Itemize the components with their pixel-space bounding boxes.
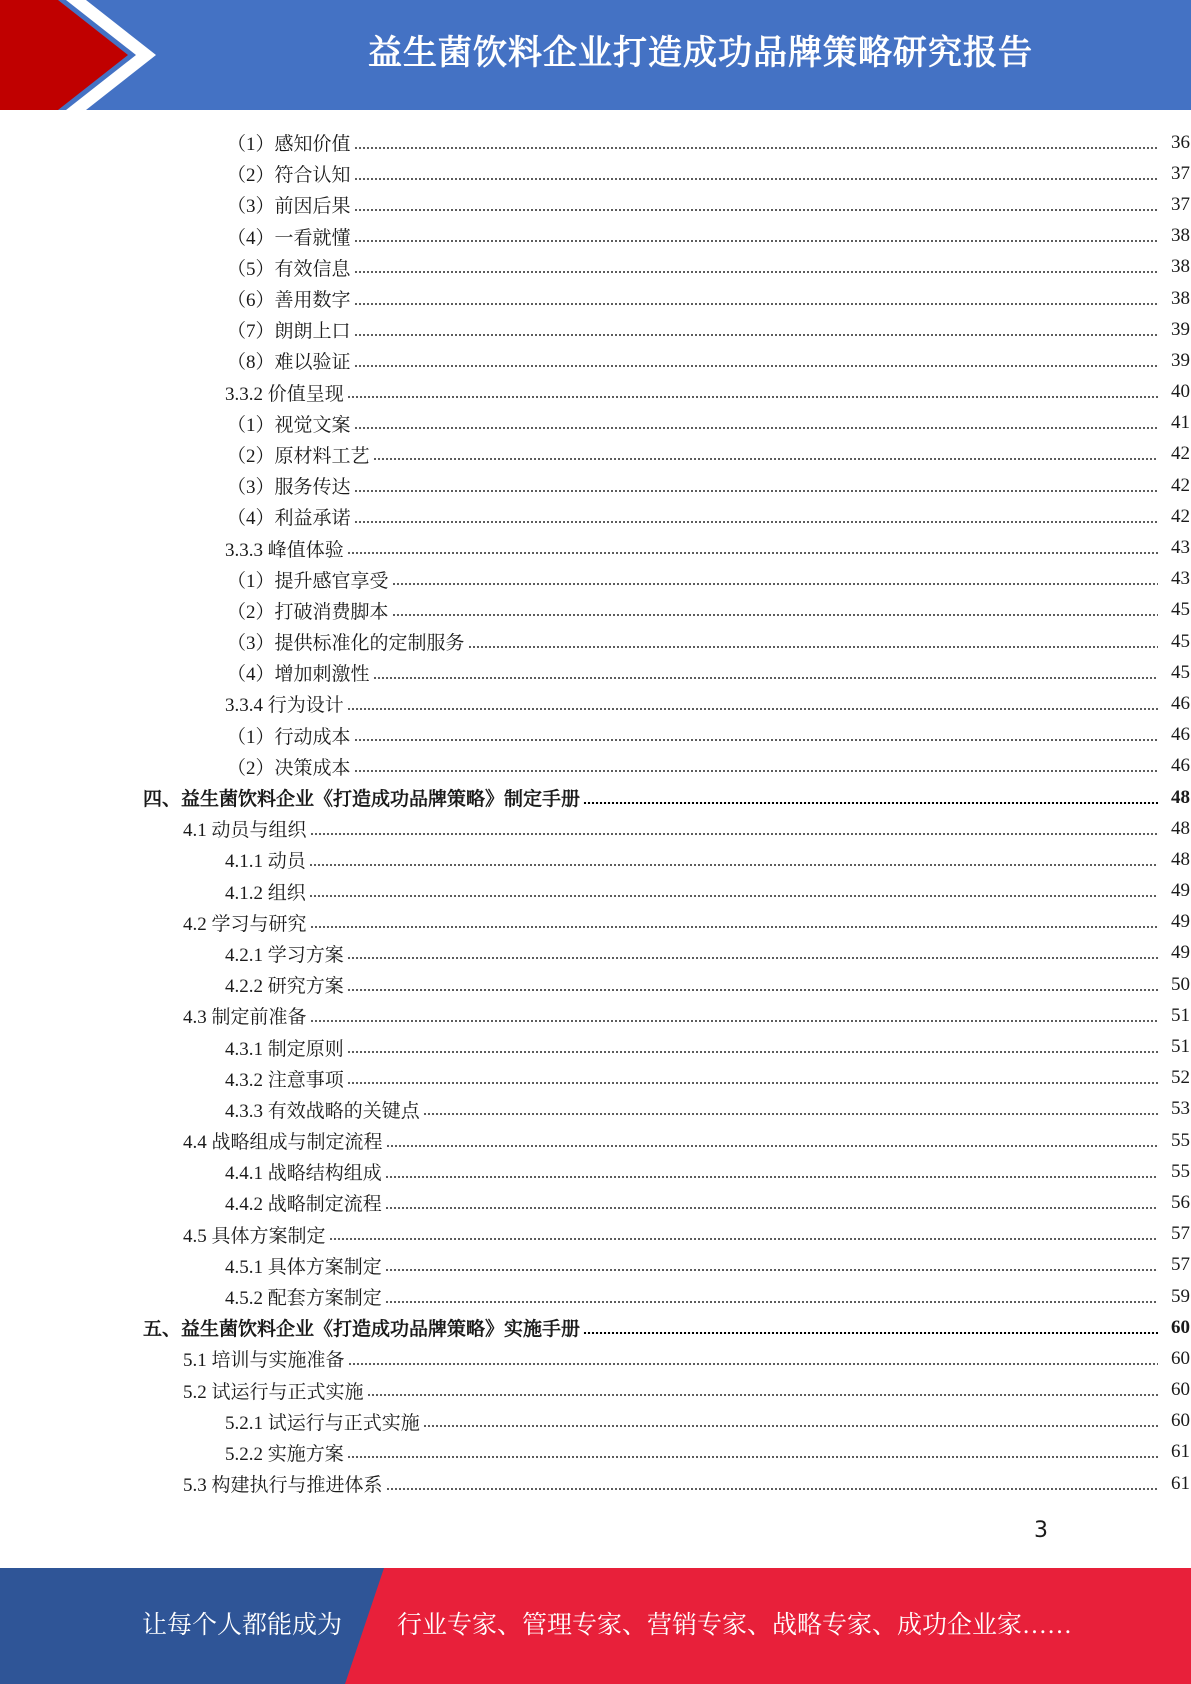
toc-entry-label: （2）打破消费脚本: [227, 601, 389, 623]
toc-entry-item[interactable]: [0, 283, 1190, 314]
toc-entry-label: 4.2 学习与研究: [183, 913, 307, 935]
toc-entry-sub[interactable]: [0, 938, 1190, 969]
toc-entry-item[interactable]: [0, 595, 1190, 626]
toc-entry-item[interactable]: [0, 501, 1190, 532]
toc-dot-leader: [310, 926, 1158, 928]
toc-entry-label: 3.3.3 峰值体验: [225, 539, 344, 561]
toc-entry-label: （7）朗朗上口: [227, 321, 351, 343]
toc-dot-leader: [354, 334, 1158, 336]
toc-entry-label: 4.4.2 战略制定流程: [225, 1194, 382, 1216]
toc-entry-label: 3.3.2 价值呈现: [225, 383, 344, 405]
toc-dot-leader: [347, 552, 1158, 554]
toc-entry-item[interactable]: [0, 221, 1190, 252]
toc-entry-page: 55: [1171, 1160, 1190, 1182]
toc-entry-label: 四、益生菌饮料企业《打造成功品牌策略》制定手册: [143, 789, 581, 811]
toc-dot-leader: [347, 396, 1158, 398]
toc-entry-section[interactable]: [0, 1375, 1190, 1406]
toc-entry-page: 38: [1171, 256, 1190, 278]
toc-entry-sub[interactable]: [0, 1156, 1190, 1187]
toc-entry-label: （3）服务传达: [227, 477, 351, 499]
toc-entry-label: 5.2.1 试运行与正式实施: [225, 1412, 420, 1434]
toc-entry-sub[interactable]: [0, 532, 1190, 563]
toc-dot-leader: [354, 739, 1158, 741]
toc-entry-page: 60: [1171, 1316, 1190, 1338]
toc-entry-item[interactable]: [0, 345, 1190, 376]
toc-entry-sub[interactable]: [0, 969, 1190, 1000]
toc-entry-section[interactable]: [0, 1343, 1190, 1374]
toc-entry-item[interactable]: [0, 439, 1190, 470]
toc-entry-page: 46: [1171, 755, 1190, 777]
toc-entry-section[interactable]: [0, 813, 1190, 844]
toc-dot-leader: [347, 957, 1158, 959]
toc-entry-label: （4）增加刺激性: [227, 664, 370, 686]
toc-dot-leader: [354, 240, 1158, 242]
toc-entry-label: 4.5.2 配套方案制定: [225, 1288, 382, 1310]
page-header: [0, 0, 1191, 110]
toc-dot-leader: [347, 1051, 1158, 1053]
toc-entry-label: （3）前因后果: [227, 196, 351, 218]
toc-dot-leader: [385, 1176, 1158, 1178]
toc-dot-leader: [373, 677, 1158, 679]
toc-entry-page: 53: [1171, 1098, 1190, 1120]
toc-entry-label: （1）提升感官享受: [227, 570, 389, 592]
toc-entry-sub[interactable]: [0, 1250, 1190, 1281]
toc-entry-section[interactable]: [0, 1468, 1190, 1499]
toc-entry-sub[interactable]: [0, 1031, 1190, 1062]
toc-entry-label: 4.3.2 注意事项: [225, 1069, 344, 1091]
toc-entry-item[interactable]: [0, 314, 1190, 345]
toc-entry-label: 五、益生菌饮料企业《打造成功品牌策略》实施手册: [143, 1319, 581, 1341]
toc-entry-item[interactable]: [0, 751, 1190, 782]
toc-entry-page: 46: [1171, 724, 1190, 746]
toc-entry-sub[interactable]: [0, 688, 1190, 719]
toc-entry-item[interactable]: [0, 189, 1190, 220]
toc-dot-leader: [583, 1332, 1158, 1334]
toc-entry-page: 60: [1171, 1347, 1190, 1369]
toc-entry-sub[interactable]: [0, 377, 1190, 408]
toc-dot-leader: [347, 1082, 1158, 1084]
toc-entry-label: 4.2.2 研究方案: [225, 976, 344, 998]
toc-dot-leader: [385, 1269, 1158, 1271]
toc-entry-label: 5.1 培训与实施准备: [183, 1350, 345, 1372]
toc-entry-label: 3.3.4 行为设计: [225, 695, 344, 717]
toc-entry-label: （1）视觉文案: [227, 414, 351, 436]
toc-dot-leader: [309, 864, 1158, 866]
toc-entry-page: 61: [1171, 1472, 1190, 1494]
toc-entry-page: 49: [1171, 880, 1190, 902]
toc-dot-leader: [385, 1207, 1158, 1209]
page-footer: [0, 1568, 1191, 1684]
page-number: 3: [1034, 1518, 1048, 1543]
toc-dot-leader: [348, 1363, 1158, 1365]
toc-entry-section[interactable]: [0, 1125, 1190, 1156]
toc-dot-leader: [583, 802, 1158, 804]
toc-dot-leader: [423, 1425, 1158, 1427]
toc-entry-page: 60: [1171, 1379, 1190, 1401]
toc-entry-label: （4）利益承诺: [227, 508, 351, 530]
toc-entry-item[interactable]: [0, 470, 1190, 501]
toc-entry-item[interactable]: [0, 408, 1190, 439]
toc-entry-page: 39: [1171, 349, 1190, 371]
toc-entry-label: 4.2.1 学习方案: [225, 944, 344, 966]
toc-entry-label: 4.3.3 有效战略的关键点: [225, 1100, 420, 1122]
toc-entry-page: 45: [1171, 630, 1190, 652]
toc-entry-sub[interactable]: [0, 1281, 1190, 1312]
toc-entry-chapter[interactable]: [0, 782, 1190, 813]
toc-dot-leader: [309, 895, 1158, 897]
toc-entry-page: 48: [1171, 848, 1190, 870]
toc-entry-page: 48: [1171, 817, 1190, 839]
toc-entry-page: 51: [1171, 1036, 1190, 1058]
toc-entry-item[interactable]: [0, 252, 1190, 283]
toc-dot-leader: [354, 209, 1158, 211]
toc-entry-page: 52: [1171, 1067, 1190, 1089]
toc-entry-label: （2）决策成本: [227, 757, 351, 779]
toc-entry-sub[interactable]: [0, 1094, 1190, 1125]
toc-entry-label: 4.3 制定前准备: [183, 1007, 307, 1029]
toc-entry-label: 5.2 试运行与正式实施: [183, 1381, 364, 1403]
toc-dot-leader: [354, 490, 1158, 492]
toc-dot-leader: [354, 147, 1158, 149]
toc-entry-page: 37: [1171, 193, 1190, 215]
toc-entry-page: 39: [1171, 318, 1190, 340]
toc-entry-page: 49: [1171, 911, 1190, 933]
toc-dot-leader: [367, 1394, 1158, 1396]
toc-dot-leader: [354, 303, 1158, 305]
toc-dot-leader: [329, 1238, 1158, 1240]
toc-entry-label: （6）善用数字: [227, 290, 351, 312]
toc-entry-page: 51: [1171, 1004, 1190, 1026]
toc-dot-leader: [354, 365, 1158, 367]
toc-entry-label: （2）原材料工艺: [227, 445, 370, 467]
toc-entry-page: 57: [1171, 1254, 1190, 1276]
toc-entry-sub[interactable]: [0, 1437, 1190, 1468]
toc-entry-item[interactable]: [0, 626, 1190, 657]
toc-entry-label: 4.4.1 战略结构组成: [225, 1163, 382, 1185]
toc-entry-page: 55: [1171, 1129, 1190, 1151]
toc-entry-page: 56: [1171, 1191, 1190, 1213]
toc-entry-section[interactable]: [0, 907, 1190, 938]
toc-entry-sub[interactable]: [0, 844, 1190, 875]
toc-entry-page: 42: [1171, 443, 1190, 465]
toc-entry-label: 4.1 动员与组织: [183, 820, 307, 842]
toc-dot-leader: [386, 1145, 1158, 1147]
toc-entry-sub[interactable]: [0, 1187, 1190, 1218]
toc-dot-leader: [310, 833, 1158, 835]
toc-dot-leader: [347, 1456, 1158, 1458]
toc-entry-label: （1）感知价值: [227, 134, 351, 156]
toc-entry-label: （8）难以验证: [227, 352, 351, 374]
toc-dot-leader: [373, 458, 1158, 460]
toc-entry-chapter[interactable]: [0, 1312, 1190, 1343]
toc-entry-page: 43: [1171, 537, 1190, 559]
toc-entry-page: 38: [1171, 287, 1190, 309]
toc-dot-leader: [310, 1020, 1158, 1022]
toc-entry-label: 5.3 构建执行与推进体系: [183, 1475, 383, 1497]
toc-entry-page: 45: [1171, 661, 1190, 683]
toc-entry-page: 42: [1171, 474, 1190, 496]
toc-entry-page: 36: [1171, 131, 1190, 153]
toc-entry-label: 4.1.1 动员: [225, 851, 306, 873]
toc-entry-page: 59: [1171, 1285, 1190, 1307]
toc-dot-leader: [386, 1488, 1158, 1490]
toc-entry-page: 42: [1171, 505, 1190, 527]
toc-entry-page: 57: [1171, 1223, 1190, 1245]
toc-dot-leader: [354, 271, 1158, 273]
report-title: 益生菌饮料企业打造成功品牌策略研究报告: [368, 33, 1033, 73]
toc-entry-label: （4）一看就懂: [227, 227, 351, 249]
toc-entry-label: （5）有效信息: [227, 258, 351, 280]
toc-entry-label: （1）行动成本: [227, 726, 351, 748]
toc-entry-label: 4.5.1 具体方案制定: [225, 1256, 382, 1278]
toc-dot-leader: [385, 1301, 1158, 1303]
toc-dot-leader: [354, 770, 1158, 772]
toc-entry-page: 38: [1171, 225, 1190, 247]
toc-dot-leader: [347, 989, 1158, 991]
toc-dot-leader: [354, 427, 1158, 429]
toc-entry-section[interactable]: [0, 1000, 1190, 1031]
toc-entry-page: 46: [1171, 692, 1190, 714]
toc-entry-item[interactable]: [0, 564, 1190, 595]
toc-dot-leader: [468, 646, 1158, 648]
toc-entry-page: 50: [1171, 973, 1190, 995]
toc-entry-page: 41: [1171, 412, 1190, 434]
toc-entry-label: 4.1.2 组织: [225, 882, 306, 904]
toc-entry-label: 5.2.2 实施方案: [225, 1443, 344, 1465]
toc-entry-item[interactable]: [0, 158, 1190, 189]
toc-entry-sub[interactable]: [0, 1406, 1190, 1437]
table-of-contents: [0, 127, 1191, 1499]
toc-dot-leader: [392, 583, 1158, 585]
toc-entry-item[interactable]: [0, 720, 1190, 751]
toc-dot-leader: [423, 1113, 1158, 1115]
toc-entry-label: （3）提供标准化的定制服务: [227, 633, 465, 655]
footer-slogan-right: 行业专家、管理专家、营销专家、战略专家、成功企业家……: [397, 1612, 1073, 1639]
toc-entry-sub[interactable]: [0, 1063, 1190, 1094]
toc-entry-page: 43: [1171, 568, 1190, 590]
toc-dot-leader: [392, 614, 1158, 616]
toc-entry-page: 37: [1171, 162, 1190, 184]
toc-entry-item[interactable]: [0, 657, 1190, 688]
toc-entry-page: 61: [1171, 1441, 1190, 1463]
toc-entry-page: 40: [1171, 381, 1190, 403]
toc-entry-label: 4.5 具体方案制定: [183, 1225, 326, 1247]
toc-dot-leader: [354, 178, 1158, 180]
toc-entry-page: 60: [1171, 1410, 1190, 1432]
toc-entry-label: （2）符合认知: [227, 165, 351, 187]
toc-entry-label: 4.4 战略组成与制定流程: [183, 1132, 383, 1154]
toc-dot-leader: [347, 708, 1158, 710]
toc-entry-label: 4.3.1 制定原则: [225, 1038, 344, 1060]
toc-entry-section[interactable]: [0, 1219, 1190, 1250]
footer-slogan-left: 让每个人都能成为: [142, 1612, 343, 1639]
toc-entry-page: 49: [1171, 942, 1190, 964]
toc-dot-leader: [354, 521, 1158, 523]
toc-entry-sub[interactable]: [0, 876, 1190, 907]
toc-entry-item[interactable]: [0, 127, 1190, 158]
toc-entry-page: 48: [1171, 786, 1190, 808]
toc-entry-page: 45: [1171, 599, 1190, 621]
